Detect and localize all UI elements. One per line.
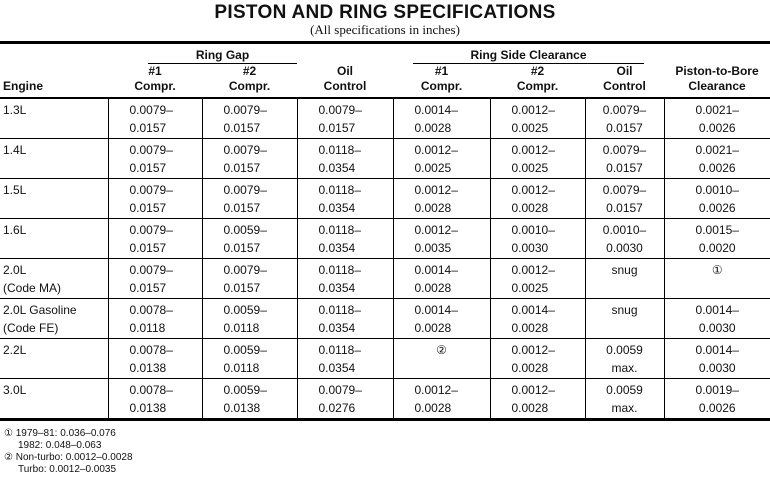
cell-line: 0.0354	[318, 201, 356, 215]
cell-line: 0.0079–	[602, 183, 647, 197]
spec-cell	[585, 259, 664, 299]
cell-line: 0.0012–	[511, 103, 555, 117]
engine-cell	[0, 339, 108, 379]
table-row	[0, 379, 770, 420]
cell-line: 0.0025	[511, 281, 549, 295]
cell-line: 0.0019–	[695, 383, 739, 397]
spec-cell	[202, 98, 297, 139]
cell-line: 0.0079–	[602, 103, 647, 117]
table-row	[0, 98, 770, 139]
spec-cell	[585, 299, 664, 339]
cell-line: 0.0010–	[511, 223, 555, 237]
cell-line: 0.0010–	[602, 223, 647, 237]
cell-line: 0.0157	[129, 281, 167, 295]
engine-cell	[0, 299, 108, 339]
header-line: Oil	[616, 64, 633, 78]
cell-line: 0.0059–	[223, 303, 267, 317]
spec-cell	[108, 259, 202, 299]
header-line: Piston-to-Bore	[675, 64, 759, 78]
footnote: ② Non-turbo: 0.0012–0.0028	[4, 452, 133, 463]
cell-line: 2.0L	[3, 263, 27, 277]
header-line: Compr.	[134, 79, 176, 93]
header-line: #1	[434, 64, 449, 78]
spec-cell	[297, 339, 393, 379]
header-line: Compr.	[420, 79, 463, 93]
table-row	[0, 339, 770, 379]
header-line: Compr.	[228, 79, 271, 93]
spec-cell	[490, 299, 585, 339]
cell-line: 0.0354	[318, 281, 356, 295]
cell-line: 0.0079–	[129, 143, 173, 157]
cell-line: 0.0079–	[318, 383, 362, 397]
spec-cell	[490, 179, 585, 219]
spec-cell	[664, 98, 770, 139]
cell-line: 1.6L	[3, 223, 27, 237]
column-header	[490, 64, 585, 98]
cell-line: 0.0030	[511, 241, 549, 255]
cell-line: 0.0138	[129, 401, 167, 415]
cell-line: 0.0028	[414, 321, 452, 335]
header-line: Clearance	[688, 79, 746, 93]
cell-line	[3, 119, 108, 137]
spec-cell	[585, 98, 664, 139]
cell-line: 0.0118–	[318, 303, 361, 317]
column-header	[0, 64, 108, 98]
cell-line: 1.4L	[3, 143, 27, 157]
spec-cell	[585, 139, 664, 179]
spec-cell	[490, 219, 585, 259]
cell-line: 0.0118	[223, 321, 260, 335]
column-header	[202, 64, 297, 98]
group-ring-side-clearance: Ring Side Clearance	[413, 48, 644, 64]
cell-line: 0.0059–	[223, 343, 267, 357]
engine-cell	[0, 219, 108, 259]
cell-line: 0.0118	[129, 321, 166, 335]
engine-cell	[0, 379, 108, 420]
spec-cell	[490, 259, 585, 299]
spec-cell	[490, 379, 585, 420]
spec-cell	[297, 139, 393, 179]
cell-line: 0.0025	[511, 121, 549, 135]
header-line: Control	[323, 79, 367, 93]
cell-line: 0.0025	[414, 161, 452, 175]
cell-line: 0.0276	[318, 401, 356, 415]
cell-line: 0.0059–	[223, 383, 267, 397]
cell-line: 3.0L	[3, 383, 27, 397]
cell-line: 0.0012–	[511, 383, 555, 397]
column-header	[585, 64, 664, 98]
cell-line: 0.0138	[223, 401, 261, 415]
cell-line: 0.0118–	[318, 263, 361, 277]
cell-line: 0.0078–	[129, 383, 173, 397]
cell-line: 0.0012–	[414, 223, 458, 237]
cell-line: 0.0354	[318, 161, 356, 175]
spec-cell	[297, 299, 393, 339]
cell-line: 0.0138	[129, 361, 167, 375]
spec-table	[0, 41, 770, 421]
header-line: #1	[148, 64, 162, 78]
cell-line: 0.0118–	[318, 223, 361, 237]
cell-line: 0.0157	[318, 121, 356, 135]
cell-line: 0.0059–	[223, 223, 267, 237]
cell-line: 0.0012–	[414, 383, 458, 397]
cell-line: 0.0157	[606, 161, 643, 175]
header-line: Engine	[3, 79, 44, 93]
spec-cell	[393, 379, 490, 420]
cell-line: 0.0079–	[223, 263, 267, 277]
cell-line: 0.0157	[223, 281, 261, 295]
cell-line: 0.0118	[223, 361, 260, 375]
spec-cell	[585, 379, 664, 420]
header-line: #2	[242, 64, 257, 78]
table-row	[0, 179, 770, 219]
spec-cell	[490, 139, 585, 179]
cell-line: 0.0079–	[129, 103, 173, 117]
cell-line: 1.3L	[3, 103, 27, 117]
cell-line: 0.0026	[698, 401, 736, 415]
spec-cell	[297, 259, 393, 299]
spec-cell	[664, 259, 770, 299]
cell-line: 0.0079–	[129, 263, 173, 277]
spec-cell	[393, 339, 490, 379]
group-ring-gap: Ring Gap	[148, 48, 297, 64]
cell-line	[394, 359, 490, 377]
spec-cell	[490, 98, 585, 139]
cell-line: 0.0157	[129, 161, 167, 175]
cell-line: 1.5L	[3, 183, 27, 197]
spec-cell	[585, 219, 664, 259]
spec-cell	[202, 299, 297, 339]
cell-line: 0.0012–	[414, 183, 458, 197]
spec-cell	[108, 379, 202, 420]
spec-cell	[108, 339, 202, 379]
cell-line: 0.0028	[511, 401, 549, 415]
cell-line: 0.0157	[223, 121, 261, 135]
cell-line: 0.0028	[414, 401, 452, 415]
table-row	[0, 219, 770, 259]
cell-line: 0.0012–	[414, 143, 458, 157]
spec-cell	[202, 179, 297, 219]
spec-cell	[393, 259, 490, 299]
cell-line: 0.0014–	[511, 303, 555, 317]
cell-line: 0.0014–	[414, 103, 458, 117]
spec-cell	[202, 259, 297, 299]
cell-line: 0.0026	[698, 201, 736, 215]
table-row	[0, 259, 770, 299]
spec-cell	[490, 339, 585, 379]
cell-line: snug	[611, 303, 638, 317]
cell-line: 0.0079–	[223, 103, 267, 117]
cell-line: 0.0059	[606, 383, 643, 397]
spec-cell	[202, 219, 297, 259]
spec-cell	[297, 179, 393, 219]
cell-line: 0.0012–	[511, 183, 555, 197]
header-line: #2	[530, 64, 545, 78]
cell-line: 0.0157	[129, 241, 167, 255]
cell-line: 0.0354	[318, 361, 356, 375]
cell-line: 0.0026	[698, 121, 736, 135]
cell-line: 0.0035	[414, 241, 452, 255]
cell-line: (Code FE)	[3, 321, 59, 335]
cell-line: 0.0079–	[223, 183, 267, 197]
table-row	[0, 139, 770, 179]
spec-cell	[297, 379, 393, 420]
cell-line: 0.0014–	[414, 263, 458, 277]
cell-line: ①	[711, 263, 723, 277]
header-line: Control	[603, 79, 646, 93]
cell-line: 0.0020	[698, 241, 736, 255]
cell-line	[3, 159, 108, 177]
cell-line: 0.0010–	[695, 183, 739, 197]
cell-line: max.	[611, 401, 638, 415]
page-title: PISTON AND RING SPECIFICATIONS	[214, 2, 556, 23]
cell-line: 0.0157	[606, 201, 643, 215]
cell-line: snug	[611, 263, 638, 277]
cell-line: 0.0118–	[318, 143, 361, 157]
cell-line: 0.0014–	[695, 343, 739, 357]
column-header	[664, 64, 770, 98]
cell-line: 0.0157	[129, 201, 167, 215]
engine-cell	[0, 179, 108, 219]
header-line: Oil	[336, 64, 353, 78]
cell-line: 0.0354	[318, 321, 356, 335]
spec-cell	[393, 179, 490, 219]
spec-cell	[664, 339, 770, 379]
cell-line	[3, 359, 108, 377]
column-header	[297, 64, 393, 98]
spec-cell	[393, 139, 490, 179]
cell-line: (Code MA)	[3, 281, 62, 295]
spec-cell	[202, 339, 297, 379]
cell-line: 0.0118–	[318, 343, 361, 357]
spec-cell	[393, 98, 490, 139]
spec-cell	[108, 139, 202, 179]
cell-line: 0.0157	[129, 121, 167, 135]
cell-line	[586, 319, 664, 337]
spec-cell	[108, 299, 202, 339]
spec-cell	[664, 179, 770, 219]
cell-line: 0.0026	[698, 161, 736, 175]
footnote: 1982: 0.048–0.063	[18, 440, 102, 451]
cell-line	[3, 199, 108, 217]
engine-cell	[0, 259, 108, 299]
footnote: ① 1979–81: 0.036–0.076	[4, 428, 116, 439]
cell-line: 2.0L Gasoline	[3, 303, 77, 317]
cell-line: 0.0025	[511, 161, 549, 175]
cell-line: 0.0012–	[511, 143, 555, 157]
spec-cell	[108, 98, 202, 139]
cell-line: 0.0078–	[129, 303, 173, 317]
spec-cell	[297, 219, 393, 259]
table-row	[0, 299, 770, 339]
cell-line	[586, 279, 664, 297]
cell-line: 0.0021–	[695, 143, 739, 157]
cell-line: 0.0157	[223, 241, 261, 255]
cell-line: 0.0030	[698, 321, 736, 335]
cell-line: 0.0015–	[695, 223, 739, 237]
cell-line: 0.0028	[414, 281, 452, 295]
cell-line: 0.0028	[414, 121, 452, 135]
column-header	[108, 64, 202, 98]
cell-line: 0.0079–	[602, 143, 647, 157]
cell-line: 0.0012–	[511, 343, 555, 357]
spec-cell	[202, 379, 297, 420]
spec-cell	[664, 299, 770, 339]
cell-line: 0.0028	[511, 201, 549, 215]
cell-line: 0.0354	[318, 241, 356, 255]
spec-cell	[585, 339, 664, 379]
cell-line: 0.0028	[511, 321, 549, 335]
cell-line: max.	[611, 361, 638, 375]
spec-cell	[108, 179, 202, 219]
cell-line	[3, 239, 108, 257]
cell-line: 0.0157	[606, 121, 643, 135]
cell-line: 0.0014–	[414, 303, 458, 317]
cell-line: 0.0030	[606, 241, 643, 255]
spec-cell	[664, 219, 770, 259]
cell-line: 0.0028	[511, 361, 549, 375]
cell-line: 0.0028	[414, 201, 452, 215]
cell-line: 0.0079–	[223, 143, 267, 157]
cell-line: 0.0157	[223, 161, 261, 175]
cell-line: 0.0157	[223, 201, 261, 215]
column-header	[393, 64, 490, 98]
spec-cell	[393, 299, 490, 339]
spec-cell	[664, 139, 770, 179]
spec-cell	[393, 219, 490, 259]
cell-line: 2.2L	[3, 343, 27, 357]
spec-cell	[664, 379, 770, 420]
cell-line: 0.0118–	[318, 183, 361, 197]
engine-cell	[0, 139, 108, 179]
spec-cell	[108, 219, 202, 259]
subtitle: (All specifications in inches)	[310, 22, 460, 37]
cell-line: 0.0059	[606, 343, 643, 357]
cell-line: 0.0014–	[695, 303, 739, 317]
cell-line	[3, 399, 108, 417]
cell-line: 0.0012–	[511, 263, 555, 277]
cell-line: 0.0030	[698, 361, 736, 375]
cell-line: 0.0078–	[129, 343, 173, 357]
spec-cell	[297, 98, 393, 139]
cell-line: 0.0021–	[695, 103, 739, 117]
cell-line: 0.0079–	[129, 223, 173, 237]
cell-line: 0.0079–	[318, 103, 362, 117]
cell-line: 0.0079–	[129, 183, 173, 197]
cell-line	[665, 279, 770, 297]
footnote: Turbo: 0.0012–0.0035	[18, 464, 117, 475]
spec-cell	[202, 139, 297, 179]
spec-cell	[585, 179, 664, 219]
header-line: Compr.	[516, 79, 559, 93]
engine-cell	[0, 98, 108, 139]
cell-line: ②	[436, 343, 447, 357]
